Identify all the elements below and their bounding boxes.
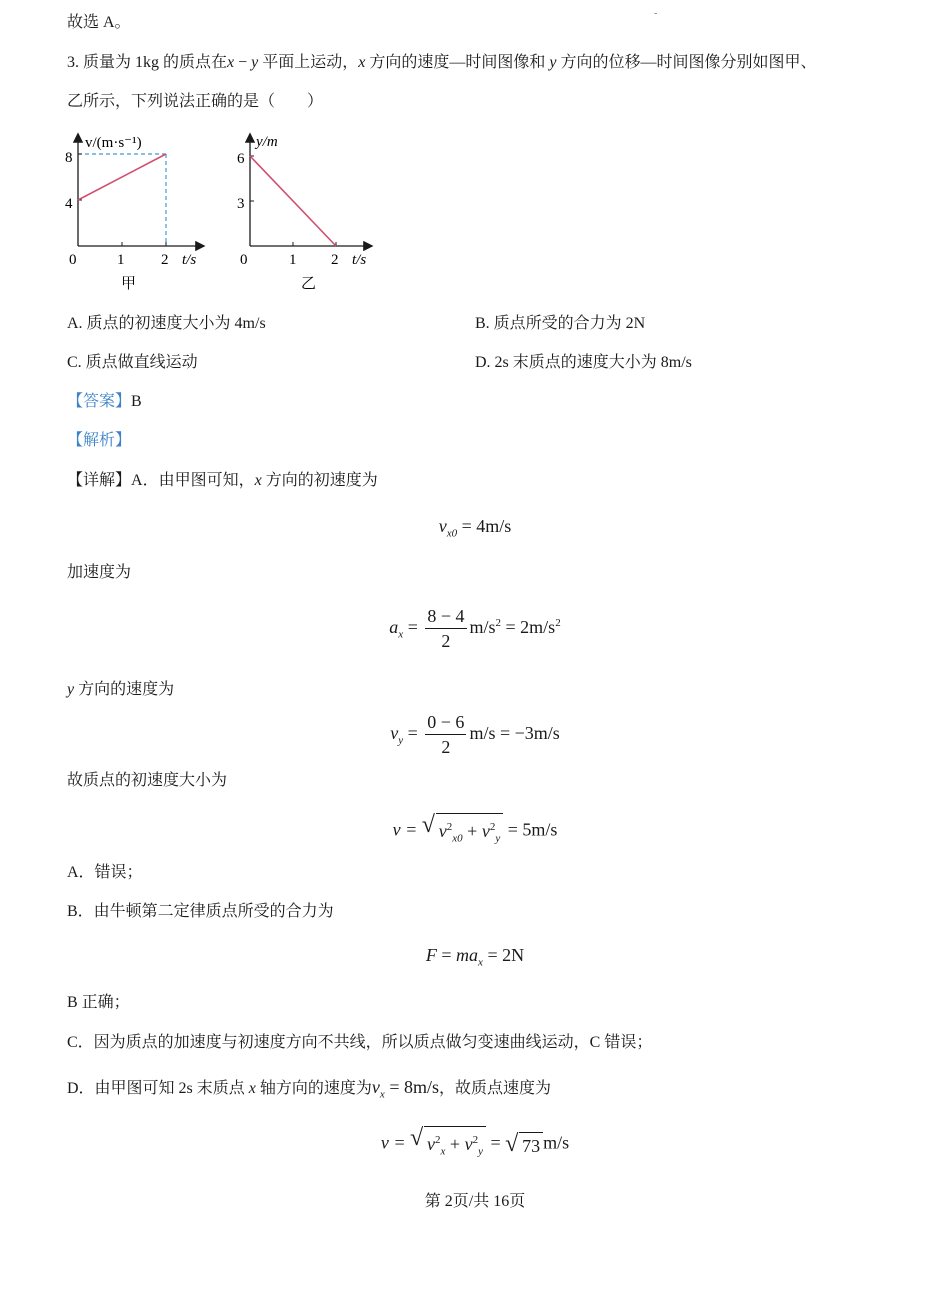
initial-speed-text: 故质点的初速度大小为 bbox=[67, 772, 228, 789]
yi-xtick-1: 1 bbox=[289, 252, 297, 268]
equation-v2s: v = √ $v^2_x + v^2_y$ = √ 73 m/s bbox=[0, 1126, 950, 1163]
answer-label: 【答案】 bbox=[67, 393, 132, 410]
equation-v0: v = √ $v^2_{x0} + v^2_y = 5m/s$ bbox=[0, 813, 950, 850]
d-text: D．由甲图可知 2s 末质点 x 轴方向的速度为$v_x = 8m/s$，故质点速度为 bbox=[67, 1077, 551, 1101]
graph-yi bbox=[225, 125, 385, 297]
jia-caption: 甲 bbox=[121, 276, 137, 292]
answer-line bbox=[67, 391, 142, 413]
yi-ylabel: y/m bbox=[256, 134, 278, 150]
yi-origin: 0 bbox=[240, 252, 248, 268]
equation-vx0: $v_{x0} = 4m/s$ bbox=[438, 516, 512, 540]
c-text: C．因为质点的加速度与初速度方向不共线，所以质点做匀变速曲线运动，C 错误； bbox=[67, 1034, 653, 1051]
jia-xtick-2: 2 bbox=[161, 252, 169, 268]
option-d: D. 2s 末质点的速度大小为 8m/s bbox=[475, 354, 692, 371]
graph-jia bbox=[55, 125, 220, 297]
yi-xtick-2: 2 bbox=[331, 252, 339, 268]
a-wrong-text: A．错误； bbox=[67, 864, 143, 881]
yi-ytick-6: 6 bbox=[237, 151, 245, 167]
acceleration-text: 加速度为 bbox=[67, 564, 132, 581]
y-velocity-text: y 方向的速度为 bbox=[67, 681, 175, 698]
jia-xlabel: t/s bbox=[182, 252, 197, 268]
b-text: B．由牛顿第二定律质点所受的合力为 bbox=[67, 903, 334, 920]
jia-ylabel: v/(m·s⁻¹) bbox=[85, 135, 142, 151]
equation-force: $F = ma_x = 2N$ bbox=[425, 945, 525, 969]
option-a: A. 质点的初速度大小为 4m/s bbox=[67, 315, 266, 332]
question-line-1: 3. 质量为 1kg 的质点在x − y 平面上运动，x 方向的速度—时间图像和 y 方向的位移—时间图像分别如图甲、 bbox=[67, 54, 817, 71]
option-c: C. 质点做直线运动 bbox=[67, 354, 198, 371]
yi-series-line bbox=[250, 156, 336, 246]
previous-answer-line: 故选 A。 bbox=[67, 14, 131, 31]
jia-origin: 0 bbox=[69, 252, 77, 268]
yi-ytick-3: 3 bbox=[237, 196, 245, 212]
equation-ax: $a_x$ = $\frac{8 - 4}{2}$ $m/s^2 = 2m/s^2$ bbox=[389, 606, 561, 651]
jia-ytick-4: 4 bbox=[65, 196, 73, 212]
detail-a-intro: 【详解】A．由甲图可知，x 方向的初速度为 bbox=[67, 472, 378, 489]
equation-vy: $v_y$ = $\frac{0 - 6}{2}$ m/s = −3m/s bbox=[390, 712, 560, 757]
option-b: B. 质点所受的合力为 2N bbox=[475, 315, 646, 332]
question-line-2: 乙所示，下列说法正确的是（ ） bbox=[67, 93, 324, 110]
page-mark: - bbox=[654, 8, 658, 19]
yi-xlabel: t/s bbox=[352, 252, 367, 268]
analysis-label: 【解析】 bbox=[67, 432, 132, 449]
b-correct-text: B 正确； bbox=[67, 994, 130, 1011]
jia-ytick-8: 8 bbox=[65, 150, 73, 166]
answer-value: B bbox=[131, 393, 142, 410]
jia-series-line bbox=[78, 154, 166, 200]
page-footer: 第 2页/共 16页 bbox=[424, 1193, 526, 1210]
jia-xtick-1: 1 bbox=[117, 252, 125, 268]
yi-caption: 乙 bbox=[301, 276, 317, 292]
